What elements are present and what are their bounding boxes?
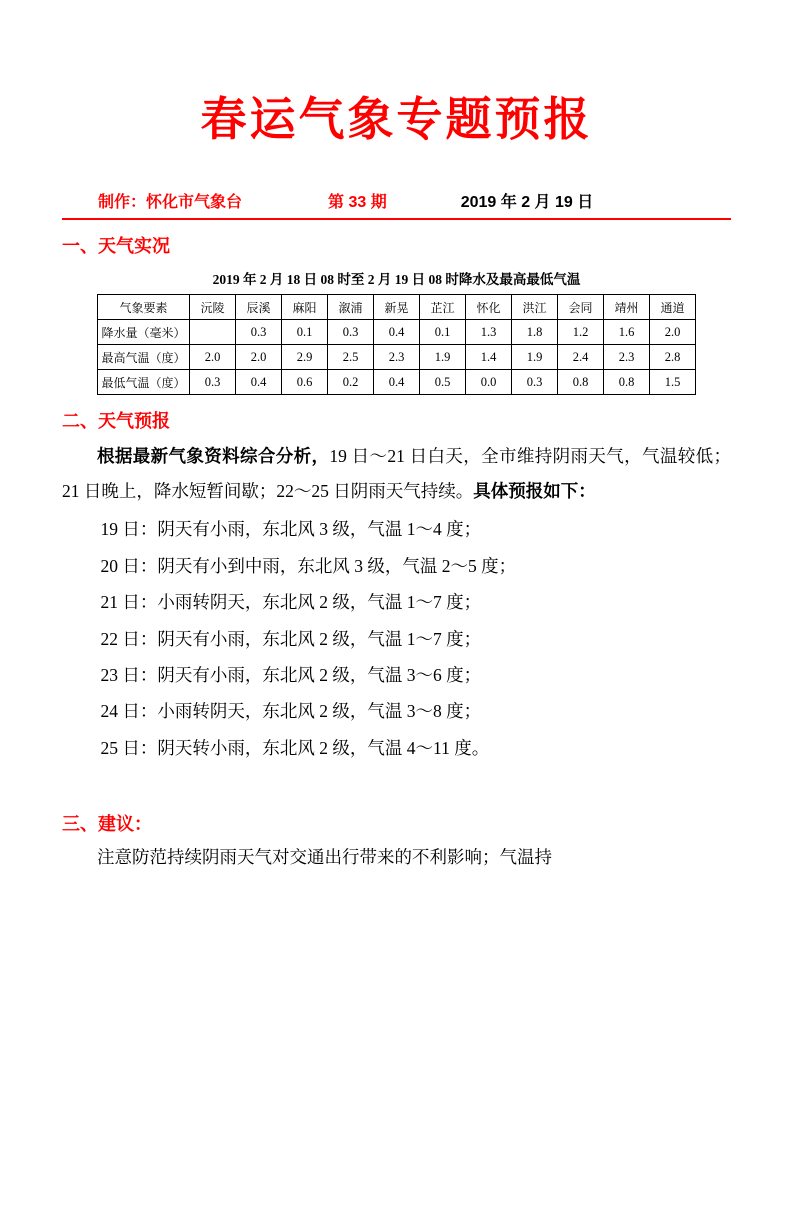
list-item: 19 日：阴天有小雨，东北风 3 级，气温 1～4 度； — [100, 519, 482, 540]
table-header-cell: 溆浦 — [328, 295, 374, 320]
weather-data-table — [97, 294, 696, 395]
table-header-cell: 芷江 — [420, 295, 466, 320]
forecast-summary-paragraph — [62, 439, 731, 509]
table-header-cell: 靖州 — [604, 295, 650, 320]
table-cell: 2.0 — [236, 345, 282, 370]
row-label: 最高气温（度） — [98, 345, 190, 370]
table-cell: 1.3 — [466, 320, 512, 345]
meta-date: 2019 年 2 月 19 日 — [460, 194, 594, 212]
table-cell: 0.1 — [420, 320, 466, 345]
table-cell: 0.2 — [328, 370, 374, 395]
list-item: 20 日：阴天有小到中雨，东北风 3 级，气温 2～5 度； — [100, 555, 517, 576]
table-cell: 1.6 — [604, 320, 650, 345]
table-cell: 0.5 — [420, 370, 466, 395]
meta-issue-number: 第 33 期 — [328, 194, 387, 212]
table-header-cell: 洪江 — [512, 295, 558, 320]
row-label: 降水量（毫米） — [98, 320, 190, 345]
table-header-row — [98, 295, 696, 320]
document-meta — [62, 189, 731, 212]
table-cell: 0.8 — [558, 370, 604, 395]
section-heading-forecast: 二、天气预报 — [62, 411, 170, 433]
table-cell: 0.1 — [282, 320, 328, 345]
list-item: 24 日：小雨转阴天，东北风 2 级，气温 3～8 度； — [100, 701, 482, 722]
table-cell: 0.4 — [236, 370, 282, 395]
table-cell: 0.6 — [282, 370, 328, 395]
table-header-cell: 会同 — [558, 295, 604, 320]
table-cell: 0.3 — [236, 320, 282, 345]
meta-divider — [62, 218, 731, 220]
table-cell: 0.4 — [374, 320, 420, 345]
table-header-cell: 通道 — [650, 295, 696, 320]
table-header-cell: 麻阳 — [282, 295, 328, 320]
list-item: 21 日：小雨转阴天，东北风 2 级，气温 1～7 度； — [100, 592, 482, 613]
table-header-cell: 气象要素 — [98, 295, 190, 320]
table-cell: 0.3 — [512, 370, 558, 395]
row-label: 最低气温（度） — [98, 370, 190, 395]
forecast-summary-tail: 具体预报如下： — [473, 482, 596, 503]
forecast-summary-body: 19 日～21 日白天，全市维持阴雨天气，气温较低；21 日晚上，降水短暂间歇；22～25 日阴雨天气持续。 — [62, 446, 731, 502]
forecast-summary-lead: 根据最新气象资料综合分析， — [97, 447, 330, 468]
table-cell: 2.3 — [604, 345, 650, 370]
table-cell: 0.3 — [190, 370, 236, 395]
table-row — [98, 320, 696, 345]
table-cell: 2.8 — [650, 345, 696, 370]
document-page — [0, 92, 793, 1214]
table-cell: 2.3 — [374, 345, 420, 370]
list-item: 22 日：阴天有小雨，东北风 2 级，气温 1～7 度； — [100, 628, 482, 649]
section-heading-suggestion: 三、建议： — [62, 814, 152, 836]
table-cell: 1.5 — [650, 370, 696, 395]
table-cell: 2.5 — [328, 345, 374, 370]
table-header-cell: 辰溪 — [236, 295, 282, 320]
table-cell: 0.0 — [466, 370, 512, 395]
suggestion-paragraph: 注意防范持续阴雨天气对交通出行带来的不利影响；气温持 — [97, 847, 552, 868]
table-cell: 0.3 — [328, 320, 374, 345]
meta-maker: 制作：怀化市气象台 — [98, 194, 243, 212]
table-cell — [190, 320, 236, 345]
list-item: 25 日：阴天转小雨，东北风 2 级，气温 4～11 度。 — [100, 737, 490, 758]
table-row — [98, 345, 696, 370]
table-header-cell: 沅陵 — [190, 295, 236, 320]
list-item: 23 日：阴天有小雨，东北风 2 级，气温 3～6 度； — [100, 665, 482, 685]
table-caption: 2019 年 2 月 18 日 08 时至 2 月 19 日 08 时降水及最高最低气温 — [212, 272, 581, 288]
table-cell: 2.9 — [282, 345, 328, 370]
table-cell: 1.2 — [558, 320, 604, 345]
section-heading-observation: 一、天气实况 — [62, 236, 170, 258]
table-cell: 1.4 — [466, 345, 512, 370]
table-cell: 1.8 — [512, 320, 558, 345]
table-cell: 0.4 — [374, 370, 420, 395]
table-row — [98, 370, 696, 395]
table-header-cell: 新晃 — [374, 295, 420, 320]
table-cell: 2.4 — [558, 345, 604, 370]
table-cell: 2.0 — [650, 320, 696, 345]
table-cell: 1.9 — [512, 345, 558, 370]
forecast-day-list — [62, 511, 731, 766]
page-title: 春运气象专题预报 — [200, 92, 593, 146]
table-cell: 0.8 — [604, 370, 650, 395]
table-header-cell: 怀化 — [466, 295, 512, 320]
table-cell: 1.9 — [420, 345, 466, 370]
table-cell: 2.0 — [190, 345, 236, 370]
